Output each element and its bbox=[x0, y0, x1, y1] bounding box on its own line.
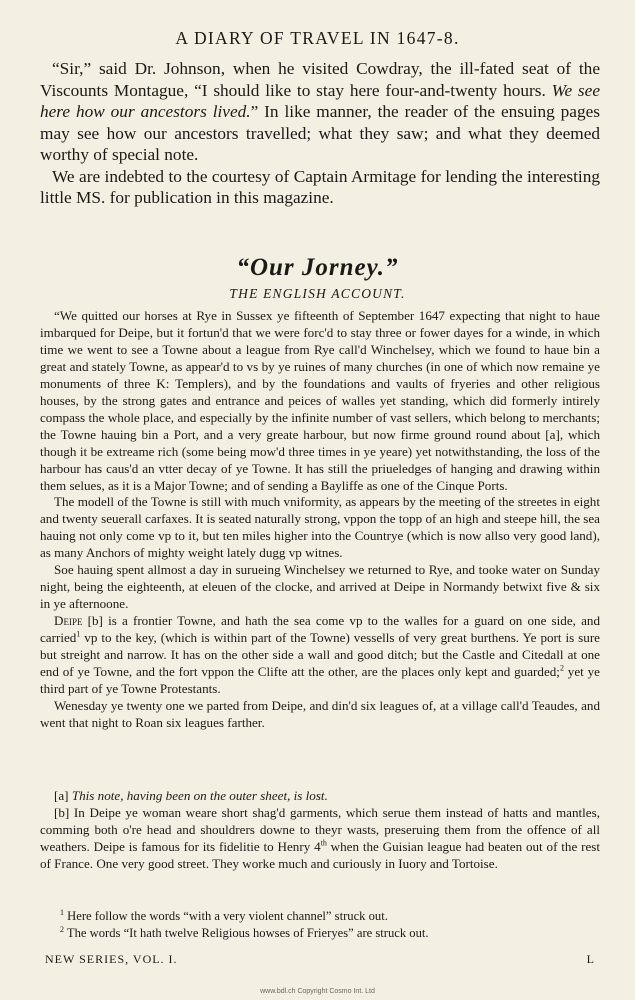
body-paragraph-4 bbox=[40, 613, 600, 698]
note-b-superscript: th bbox=[320, 838, 327, 848]
intro-quote-emphasis: We see here how our ancestors lived. bbox=[40, 80, 600, 121]
running-head: A DIARY OF TRAVEL IN 1647-8. bbox=[175, 28, 460, 48]
intro-text-b: ” In like manner, the reader of the ensuing pages may see how our ancestors travelled; what they saw; and what they deemed worthy of special note. bbox=[40, 102, 600, 164]
deipe-heading: Deipe bbox=[54, 613, 83, 629]
footnote-1-number: 1 bbox=[60, 907, 64, 917]
body-p4-a: [b] is a frontier Towne, and hath the sea come vp to the walles for a guard on one side, and carried bbox=[40, 613, 600, 646]
note-b-text-a: [b] In Deipe ye woman weare short shag'd garments, which serue them instead of hatts and mantles, comming both o're head and shouldrers downe to theyr wasts, preseruing them from the offence of all weathers. Deipe is famous for its fidelitie to Henry 4 bbox=[40, 804, 600, 854]
footnote-2-number: 2 bbox=[60, 924, 64, 934]
footnote-1 bbox=[40, 908, 600, 925]
intro-paragraph-1 bbox=[40, 58, 600, 166]
note-a-text: This note, having been on the outer sheet, is lost. bbox=[71, 788, 328, 803]
body-p4-c: yet ye third part of ye Towne Protestants. bbox=[40, 664, 600, 696]
intro-paragraph-2: We are indebted to the courtesy of Captain Armitage for lending the interesting little MS. for publication in this magazine. bbox=[40, 166, 600, 207]
footnote-1-text: Here follow the words “with a very violent channel” struck out. bbox=[64, 909, 388, 923]
footnotes bbox=[40, 908, 600, 942]
body-paragraph-1: “We quitted our horses at Rye in Sussex ye fifteenth of September 1647 expecting that night to haue imbarqued for Deipe, but it fortun'd that we were forc'd to stay three or fower dayes for a winde, in which time we went to see a Towne about a league from Rye call'd Winchelsey, which we found to haue bin a great and stately Towne, as appear'd to vs by ye ruines of many churches (in one of which now remaine ye monuments of three K: Templers), and by the foundations and vaults of fryeries and other religious houses, by the strong gates and entrance and peices of walles yet standing, which did formerly intirely compass the whole place, and especially by the infinite number of vast sellers, which belong to merchants; the Towne hauing bin a Port, and a very greate harbour, but now firme ground round about [a], which though it be extreame rich (some being mow'd three times in ye yeare) yet notwithstanding, the loss of the harbour has caus'd an vtter decay of ye Towne. It has still the priueledges of hanging and drawing within them selues, as it is a Major Towne; and of sending a Bayliffe as one of the Cinque Ports. bbox=[40, 308, 600, 493]
footnote-2-text: The words “It hath twelve Religious howses of Frieryes” are struck out. bbox=[64, 926, 429, 940]
note-a-label: [a] bbox=[54, 788, 72, 803]
intro-text-a: “Sir,” said Dr. Johnson, when he visited Cowdray, the ill-fated seat of the Viscounts Montague, “I should like to stay here four-and-twenty hours. bbox=[40, 59, 600, 100]
introduction bbox=[40, 58, 600, 209]
marginal-notes bbox=[40, 788, 600, 873]
body-paragraph-3: Soe hauing spent allmost a day in surueing Winchelsey we returned to Rye, and tooke water on Sunday night, being the eighteenth, at eleuen of the clocke, and arrived at Deipe in Normandy betwixt five & six in ye afternoone. bbox=[40, 562, 600, 612]
body-paragraph-5: Wenesday ye twenty one we parted from Deipe, and din'd six leagues of, at a village call'd Teaudes, and went that night to Roan six leagues farther. bbox=[40, 697, 600, 730]
body-p4-b: vp to the key, (which is within part of the Towne) vessells of very great burthens. Ye port is sure but streight and narrow. It has on the other side a wall and good ditch; but the Castle and Citedall at one end of ye Towne, and the fort vppon the Clifte att the other, are the places only kept and guarded; bbox=[40, 630, 600, 680]
article-title: “Our Jorney.” bbox=[236, 254, 399, 281]
note-b bbox=[40, 805, 600, 873]
note-a bbox=[40, 788, 600, 805]
copyright-watermark: www.bdl.ch Copyright Cosmo Int. Ltd bbox=[260, 988, 375, 995]
signature-mark: L bbox=[586, 952, 595, 966]
diary-body bbox=[40, 308, 600, 732]
footnote-ref-2: 2 bbox=[559, 663, 564, 673]
body-paragraph-2: The modell of the Towne is still with much vniformity, as appears by the meeting of the streetes in eight and twenty seuerall carfaxes. It is seated naturally strong, vppon the topp of an high and steepe hill, the sea hauing not only come vp to it, but ten miles higher into the Countrye (which is now allso very good land), as many Anchors of mighty weight lately dugg vp witnes. bbox=[40, 494, 600, 561]
footnote-ref-1: 1 bbox=[76, 629, 81, 639]
note-b-text-b: when the Guisian league had beaten out of the rest of France. One very good street. They worke much and curiously in Iuory and Tortoise. bbox=[40, 838, 600, 871]
section-subtitle: THE ENGLISH ACCOUNT. bbox=[229, 286, 406, 301]
series-volume: NEW SERIES, VOL. I. bbox=[45, 952, 178, 966]
footnote-2 bbox=[40, 925, 600, 942]
